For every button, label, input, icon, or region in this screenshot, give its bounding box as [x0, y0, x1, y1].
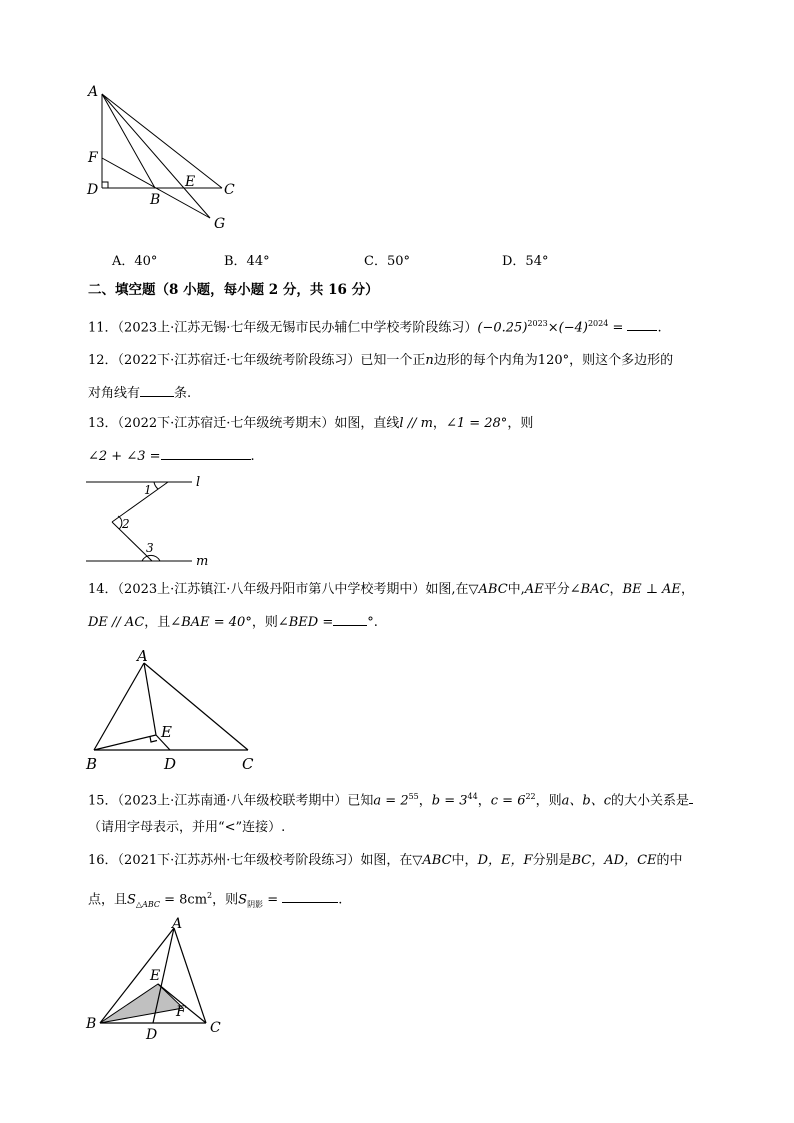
label-l: l: [196, 475, 201, 490]
label-E: E: [161, 723, 172, 741]
label-D: D: [146, 1027, 158, 1043]
figure-q13: [82, 472, 222, 572]
label-1: 1: [144, 483, 152, 497]
question-14-line2: DE // AC，且∠BAE = 40°，则∠BED = °.: [88, 611, 378, 633]
question-12-line1: 12．（2022下·江苏宿迁·七年级统考阶段练习）已知一个正n边形的每个内角为120°，则这个多边形的: [88, 353, 674, 368]
label-G: G: [214, 216, 226, 232]
label-A: A: [172, 916, 183, 932]
question-11: 11．（2023上·江苏无锡·七年级无锡市民办辅仁中学校考阶段练习）$(-0.25)^{2023}\times(-4)^{2024}$ = .: [88, 314, 662, 338]
option-b: B．44°: [224, 254, 270, 269]
label-F: F: [88, 150, 98, 166]
label-E: E: [150, 968, 161, 984]
answer-blank[interactable]: [333, 611, 367, 626]
option-c: C．50°: [364, 254, 410, 269]
figure-q10: [82, 82, 252, 232]
label-B: B: [86, 1016, 97, 1032]
label-3: 3: [146, 541, 154, 555]
question-13-line2: ∠2 + ∠3 = .: [88, 445, 255, 467]
answer-blank[interactable]: [140, 382, 174, 397]
option-d: D．54°: [502, 254, 549, 269]
label-m: m: [196, 554, 209, 569]
figure-q14: [82, 645, 272, 775]
label-D: D: [87, 182, 99, 198]
question-15-line2: （请用字母表示，并用“<”连接）.: [88, 820, 286, 835]
answer-blank[interactable]: [282, 888, 338, 903]
label-D: D: [164, 755, 177, 773]
question-15-line1: 15．（2023上·江苏南通·八年级校联考期中）已知$a = 2^{55}$，$b = 3^{44}$，$c = 6^{22}$，则a、b、c的大小关系是: [88, 787, 693, 811]
label-2: 2: [122, 517, 130, 531]
question-12-line2: 对角线有 条.: [88, 382, 191, 404]
label-A: A: [88, 84, 99, 100]
question-14-line1: 14．（2023上·江苏镇江·八年级丹阳市第八中学校考期中）如图,在▽ABC中,AE平分∠BAC，BE ⊥ AE，: [88, 582, 694, 597]
option-a: A．40°: [112, 254, 158, 269]
section-title: 二、填空题（8 小题，每小题 2 分，共 16 分）: [88, 282, 379, 298]
label-B: B: [150, 192, 161, 208]
label-C: C: [242, 755, 254, 773]
shaded-region: [100, 984, 183, 1023]
label-C: C: [210, 1020, 221, 1036]
label-B: B: [86, 755, 98, 773]
question-16-line1: 16．（2021下·江苏苏州·七年级校考阶段练习）如图，在▽ABC中，D，E，F分别是BC，AD，CE的中: [88, 853, 683, 868]
label-A: A: [137, 647, 148, 665]
figure-q16: [82, 912, 232, 1047]
label-F: F: [176, 1004, 186, 1020]
answer-blank[interactable]: [627, 316, 657, 331]
question-13-line1: 13．（2022下·江苏宿迁·七年级统考期末）如图，直线l // m，∠1 = 28°，则: [88, 416, 534, 431]
answer-blank[interactable]: [161, 445, 251, 460]
label-C: C: [224, 182, 235, 198]
question-16-line2: 点，且$S_{\triangle ABC} = 8cm^2$，则$S_{阴影}$ = .: [88, 886, 342, 915]
answer-blank[interactable]: [689, 789, 693, 804]
label-E: E: [185, 174, 196, 190]
